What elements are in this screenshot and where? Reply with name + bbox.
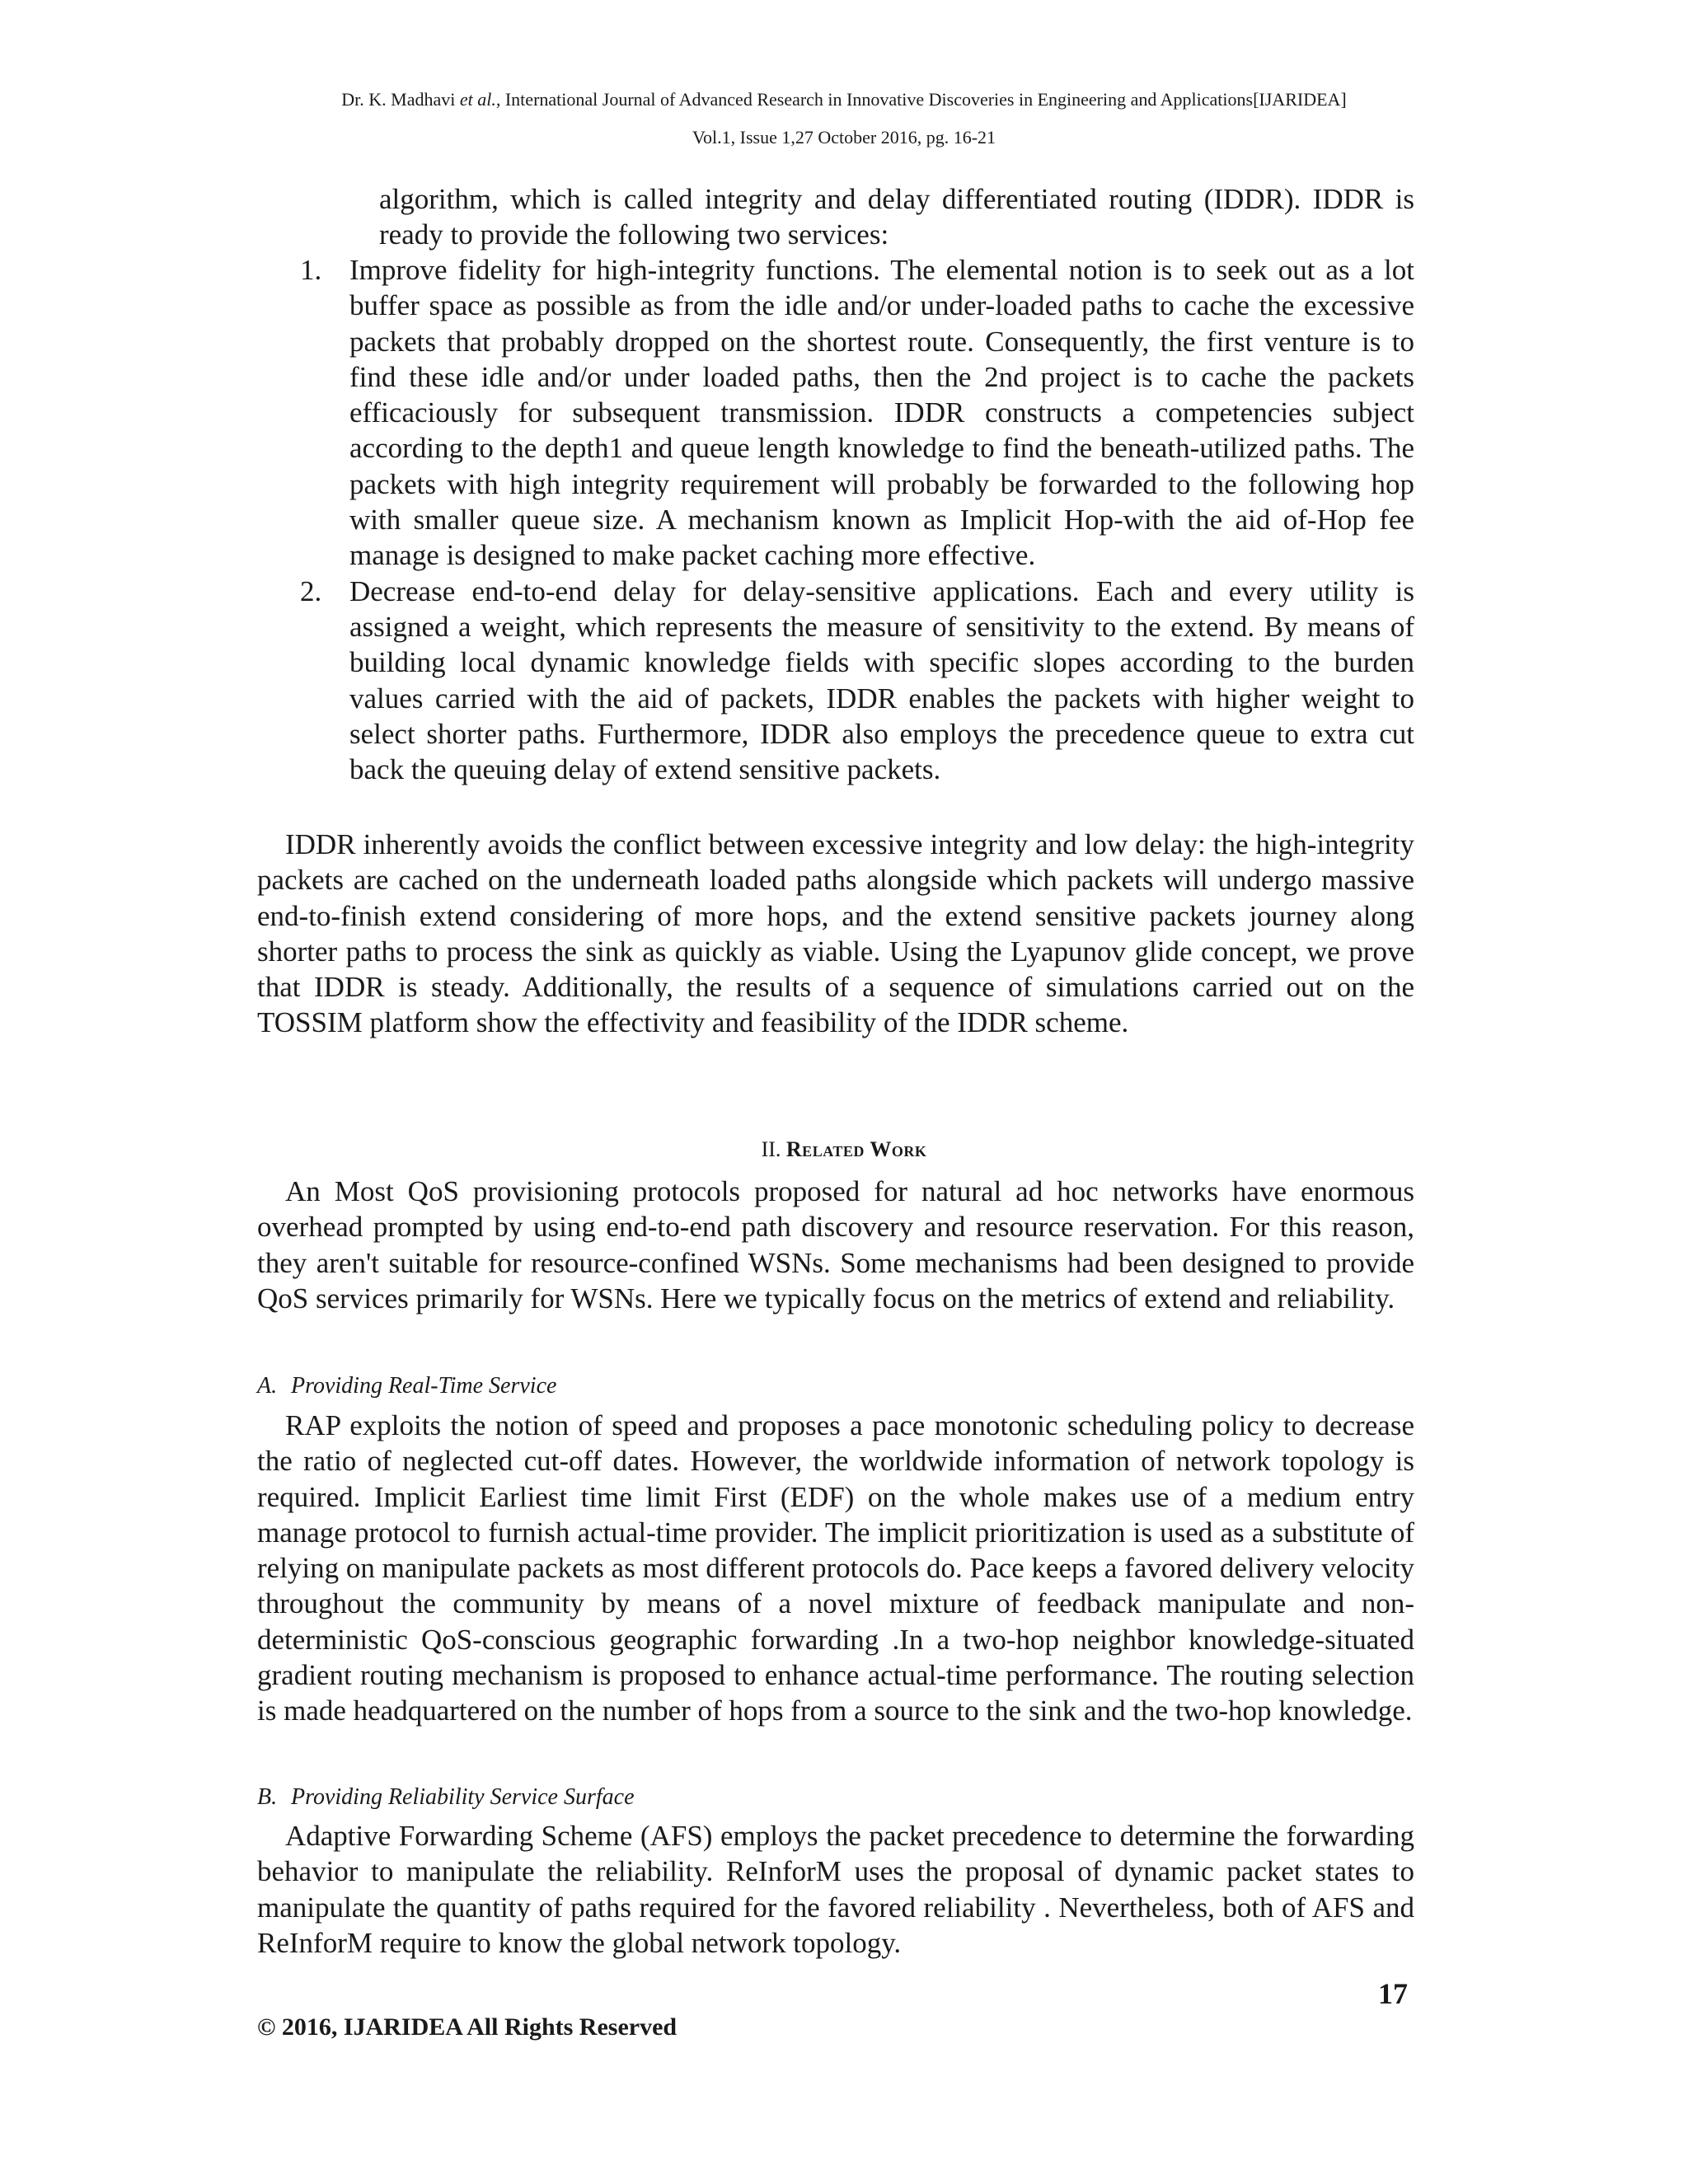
related-work-paragraph: An Most QoS provisioning protocols proposed for natural ad hoc networks have enormous overhead prompted by using end-to-end path discovery and resource reservation. For this reason, they aren't suitable for resource-confined WSNs. Some mechanisms had been designed to provide QoS services primarily for WSNs. Here we typically focus on the metrics of extend and reliability. [257,1175,1414,1315]
header-journal: International Journal of Advanced Research in Innovative Discoveries in Engineering and Applications[IJARIDEA] [504,89,1347,110]
subsection-heading-b [257,1783,635,1812]
reliability-paragraph: Adaptive Forwarding Scheme (AFS) employs the packet precedence to determine the forwarding behavior to manipulate the reliability. ReInforM uses the proposal of dynamic packet states to manipulate the quantity of paths required for the favored reliability . Nevertheless, both of AFS and ReInforM require to know the global network topology. [257,1820,1414,1959]
header-etal: et al., [459,89,501,110]
section-number: II. [761,1137,781,1161]
list-item-number: 2. [300,574,322,607]
page-number: 17 [1378,1977,1408,2010]
section-heading-related-work [0,1136,1688,1164]
subsection-letter: A. [257,1373,278,1399]
list-item-text: Decrease end-to-end delay for delay-sensitive applications. Each and every utility is assigned a weight, which represents the measure of sensitivity to the extend. By means of building local dynamic knowledge fields with specific slopes according to the burden values carried with the aid of packets, IDDR enables the packets with higher weight to select shorter paths. Furthermore, IDDR also employs the precedence queue to extra cut back the queuing delay of extend sensitive packets. [349,574,1414,786]
real-time-paragraph: RAP exploits the notion of speed and proposes a pace monotonic scheduling policy to decrease the ratio of neglected cut-off dates. However, the worldwide information of network topology is required. Implicit Earliest time limit First (EDF) on the whole makes use of a medium entry manage protocol to furnish actual-time provider. The implicit prioritization is used as a substitute of relying on manipulate packets as most different protocols do. Pace keeps a favored delivery velocity throughout the community by means of a novel mixture of feedback manipulate and non-deterministic QoS-conscious geographic forwarding .In a two-hop neighbor knowledge-situated gradient routing mechanism is proposed to enhance actual-time performance. The routing selection is made headquartered on the number of hops from a source to the sink and the two-hop knowledge. [257,1409,1414,1727]
running-header [0,87,1688,112]
list-item-number: 1. [300,254,322,286]
list-item-text: Improve fidelity for high-integrity functions. The elemental notion is to seek out as a lot buffer space as possible as from the idle and/or under-loaded paths to cache the excessive packets that probably dropped on the shortest route. Consequently, the first venture is to find these idle and/or under loaded paths, then the 2nd project is to cache the packets efficaciously for subsequent transmission. IDDR constructs a competencies subject according to the depth1 and queue length knowledge to find the beneath-utilized paths. The packets with high integrity requirement will probably be forwarded to the following hop with smaller queue size. A mechanism known as Implicit Hop-with the aid of-Hop fee manage is designed to make packet caching more effective. [349,254,1414,572]
subsection-letter: B. [257,1784,278,1810]
list-item [257,574,1414,788]
subsection-heading-a [257,1371,556,1401]
subsection-title: Providing Reliability Service Surface [291,1784,635,1810]
copyright-footer: © 2016, IJARIDEA All Rights Reserved [257,2013,678,2041]
subsection-title: Providing Real-Time Service [291,1373,557,1399]
services-list [257,252,1414,787]
iddr-paragraph: IDDR inherently avoids the conflict between excessive integrity and low delay: the high-integrity packets are cached on the underneath loaded paths alongside which packets will undergo massive end-to-finish extend considering of more hops, and the extend sensitive packets journey along shorter paths to process the sink as quickly as viable. Using the Lyapunov glide concept, we prove that IDDR is steady. Additionally, the results of a sequence of simulations carried out on the TOSSIM platform show the effectivity and feasibility of the IDDR scheme. [257,828,1414,1039]
header-author: Dr. K. Madhavi [341,89,456,110]
list-item [257,252,1414,574]
header-issue: Vol.1, Issue 1,27 October 2016, pg. 16-21 [692,127,996,148]
intro-continuation: algorithm, which is called integrity and delay differentiated routing (IDDR). IDDR is ready to provide the following two services: [379,183,1414,251]
section-title: Related Work [785,1137,927,1161]
